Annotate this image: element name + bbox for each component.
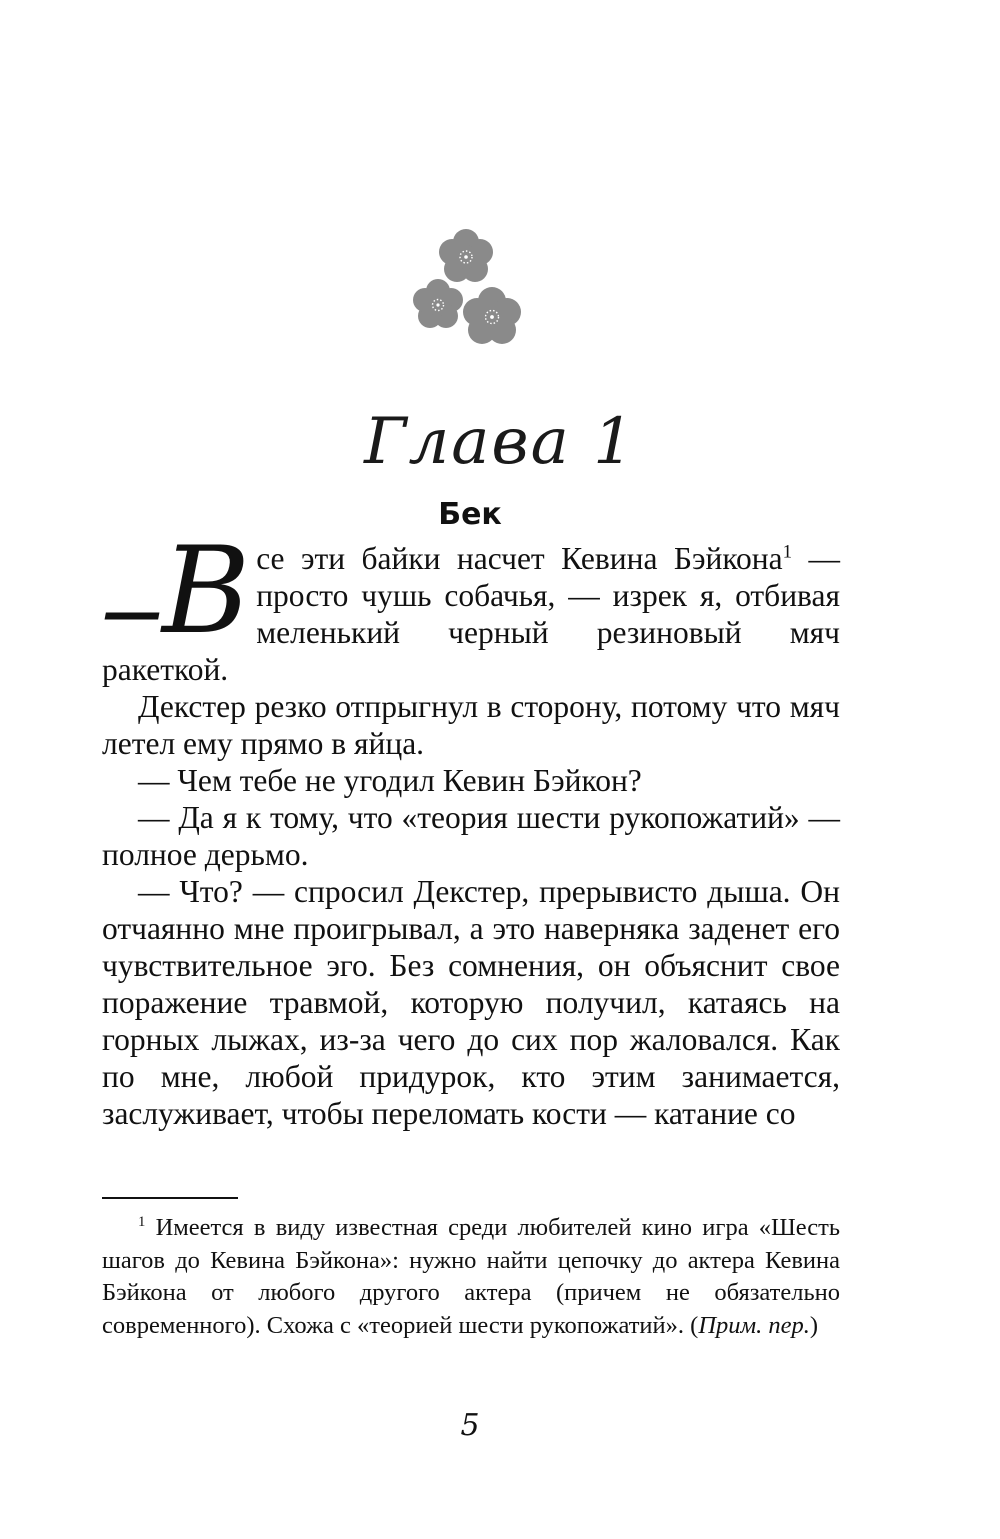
lead-dash: — xyxy=(102,577,162,647)
page-number: 5 xyxy=(460,1408,480,1443)
paragraph-2: Декстер резко отпрыгнул в сторону, потому что мяч летел ему прямо в яйца. xyxy=(102,689,840,761)
paragraph-1-text: се эти байки насчет Кевина Бэйкона xyxy=(256,541,783,576)
chapter-title: Глава 1 xyxy=(364,405,636,479)
footnote-divider xyxy=(102,1197,238,1199)
drop-cap xyxy=(102,522,251,661)
paragraph-4: — Да я к тому, что «теория шести рукопожатий» — полное дерьмо. xyxy=(102,800,840,872)
footnote-text xyxy=(102,1212,840,1342)
footnote-marker: 1 xyxy=(138,1214,146,1231)
footnote-close: ) xyxy=(809,1311,819,1339)
footnote-ref[interactable]: 1 xyxy=(782,541,793,563)
footnote-note: Прим. пер. xyxy=(698,1311,810,1339)
flower-ornament-icon xyxy=(400,225,540,350)
chapter-subtitle: Бек xyxy=(438,497,502,532)
paragraph-1 xyxy=(102,522,840,688)
paragraph-3: — Чем тебе не угодил Кевин Бэйкон? xyxy=(138,763,642,798)
footnote-body: Имеется в виду известная среди любителей кино игра «Шесть шагов до Кевина Бэйкона»: нужно найти цепочку до актера Кевина Бэйкона от любого другого актера (причем не обязательно современного). Схожа с «теорией шести рукопожатий». ( xyxy=(102,1214,840,1339)
footnote xyxy=(102,1212,840,1342)
paragraph-1-tail: — просто чушь собачья, — изрек я, отбивая меленький черный резиновый мяч ракеткой. xyxy=(102,541,840,687)
paragraph-5: — Что? — спросил Декстер, прерывисто дыша. Он отчаянно мне проигрывал, а это наверняка заденет его чувствительное эго. Без сомнения, он объяснит свое поражение травмой, которую получил, катаясь на горных лыжах, из-за чего до сих пор жаловался. Как по мне, любой придурок, кто этим занимается, заслуживает, чтобы переломать кости — катание со xyxy=(102,874,840,1131)
drop-cap-letter: В xyxy=(162,522,251,661)
main-text xyxy=(102,522,840,1132)
